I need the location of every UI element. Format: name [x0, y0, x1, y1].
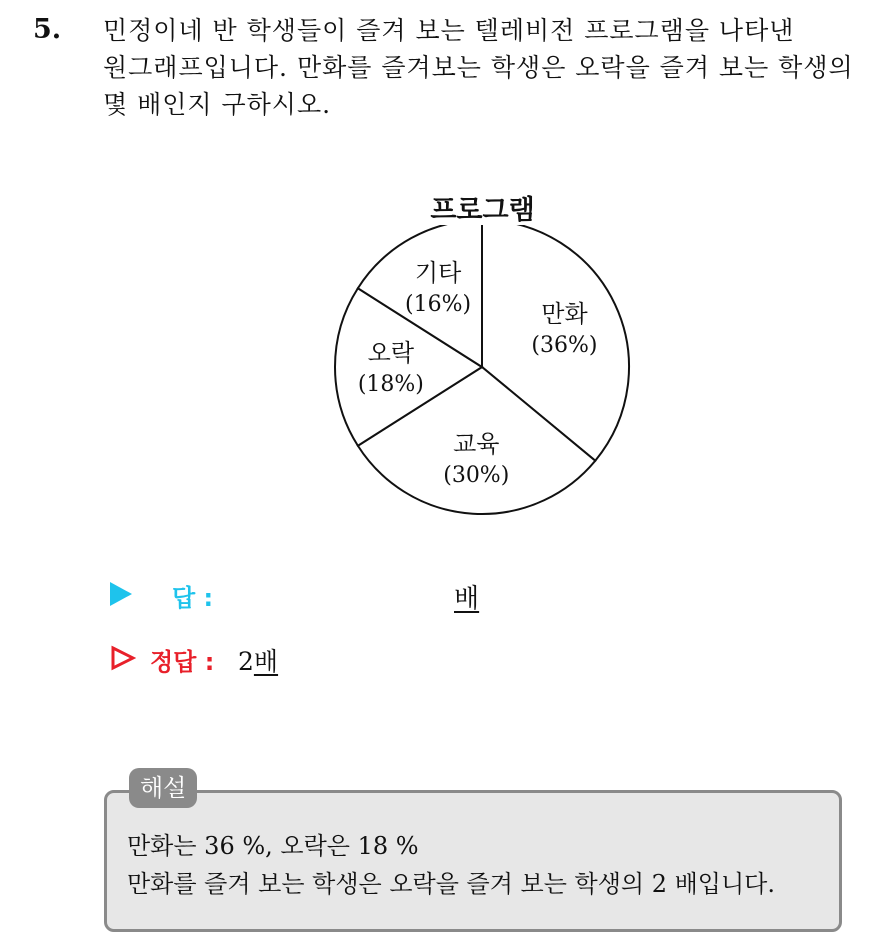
question-text [103, 12, 863, 123]
pie-slice-label: 오락 [367, 339, 415, 367]
question-number: 5. [33, 14, 62, 45]
answer-label: 답 : [172, 584, 214, 612]
outline-arrow-icon [110, 645, 136, 671]
pie-slice-label: 만화 [541, 300, 588, 329]
chart-title: 프로그램 [430, 195, 535, 226]
correct-answer-label: 정답 : [150, 648, 215, 676]
correct-answer-number: 2 [238, 647, 254, 676]
answer-arrow-icon [110, 582, 132, 606]
answer-unit: 배 [454, 584, 480, 614]
correct-answer-value [238, 642, 278, 678]
correct-answer-unit: 배 [253, 647, 279, 676]
pie-slice-percent: (30%) [443, 462, 510, 488]
answer-row [110, 578, 710, 614]
pie-slice-label: 기타 [414, 259, 462, 288]
question-line: 원그래프입니다. 만화를 즐겨보는 학생은 오락을 즐겨 보는 학생의 [103, 53, 854, 82]
explanation-tag: 해설 [129, 768, 197, 808]
explanation-line: 만화를 즐겨 보는 학생은 오락을 즐겨 보는 학생의 2 배입니다. [127, 870, 775, 898]
pie-slice-label: 교육 [453, 429, 500, 458]
pie-slice-percent: (18%) [357, 372, 424, 397]
pie-chart-svg [325, 225, 645, 540]
pie-slice-percent: (36%) [531, 333, 598, 359]
pie-chart [325, 180, 645, 540]
explanation-box [104, 790, 842, 932]
pie-slice-percent: (16%) [405, 292, 472, 318]
explanation-line: 만화는 36 %, 오락은 18 % [127, 832, 419, 860]
question-line: 민정이네 반 학생들이 즐겨 보는 텔레비전 프로그램을 나타낸 [103, 16, 795, 45]
correct-answer-row [110, 640, 710, 676]
question-line: 몇 배인지 구하시오. [103, 90, 332, 119]
